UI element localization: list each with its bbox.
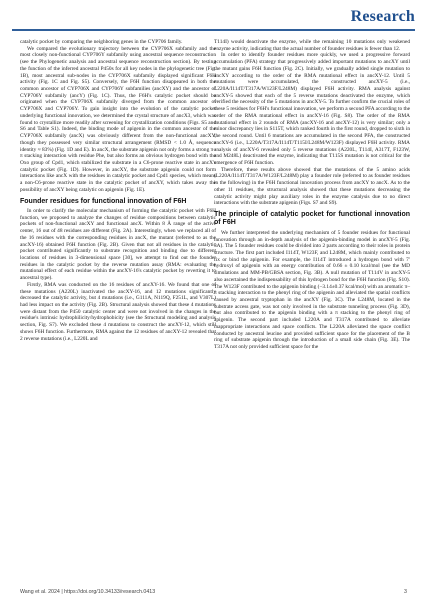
paragraph: catalytic pocket by comparing the neighboring genes in the CYP706 family. <box>20 39 183 45</box>
paragraph: We compared the evolutionary trajectory between the CYP706X subfamily and the most closely non-functional CYP706Y subfamily using ancestral sequence reconstruction (see the Phylogenetic analysis and ancestral sequence reconstruction section). By testing the function of the inferred ancestral P450s for all key nodes in the phylogenetic tree (Fig. 1B), most ancestral sub-nodes in the CYP706X subfamily displayed significant F6H activity (Fig. 1C and Fig. S5). Conversely, the F6H function disappeared in both the common ancestor of CYP706X and CYP706Y subfamilies (ancXY) and the ancestor of CYP706Y subfamily (ancY) (Fig. 1C). Thus, the F6H's catalytic pocket should be originated when the CYP706X subfamily diverged from the common ancestor of CYP706X and CYP706Y. To gain insight into the evolution of the catalytic pocket underlying functional innovation, we determined the crystal structure of ancX3, which was found to crystallize more readily after screening for crystallization conditions (Figs. S5 and S6 and Table S1). Indeed, the binding mode of apigenin in the common ancestor of the CYP706X subfamily (ancX) was obviously different from the non-functional ancXY, though they possessed very similar structural arrangement (RMSD < 1.0 Å, sequence identity ≈ 83%) (Fig. 1D and E). In ancX, the substrate apigenin not only forms a strong π–π stacking interaction with residue Phe, but also forms an obvious hydrogen bond with the Oxo group of Cpd1, which stabilized the substrate in a C6-prone reactive state in ancX's catalytic pocket (Fig. 1D). However, in ancXY, the substrate apigenin could not form interactions like ancX with the residues in catalytic pocket and Cpd1 species, which means a non-C6-prone reactive state in the catalytic pocket of ancXY, which takes away the possibility of ancXY being catalytic on apigenin (Fig. 1E). <box>20 45 216 193</box>
left-column <box>20 39 216 342</box>
paragraph: In order to clarify the molecular mechanism of forming the catalytic pocket with F6H function, we proposed to analyze the changes of residue compositions between catalytic pockets of non-functional ancXY and functional ancX. Within 8 Å range of the active center, 16 out of 48 residues are different (Fig. 2A). Interestingly, when we replaced all of the 16 residues with the corresponding residues in ancX, the mutant (referred to as the ancXY-16) obtained F6H function (Fig. 2B). Given that not all residues in the catalytic pocket contributed significantly to substrate recognition and binding due to different locations of residues in 3-dimensional space [30], we attempt to find out the founder residues in the catalytic pocket by the reverse mutation assay (RMA: evaluating the mutational effect of each residue within the ancXY-16's catalytic pocket by reverting it to ancestral type). <box>20 207 216 282</box>
paragraph: T114I) would deactivate the enzyme, while the remaining 10 mutations only weakened enzyme activity, indicating that the actual number of founder residues is fewer than 12. <box>214 39 410 52</box>
paragraph: We further interpreted the underlying mechanism of 5 founder residues for functional innovation through an in-depth analysis of the apigenin-binding model in ancXY-5 (Fig. 3A). The 5 founder residues could be divided into 2 parts according to their roles in protein structure. The first part included I114T, W123F, and L248M, which mainly contributed to fix or bind the apigenin. For example, the I114T introduced a hydrogen bond with 7′ hydroxyl of apigenin with an energy contribution of 0.66 ± 0.10 kcal/mol (see the MD simulations and MM-PB/GBSA section, Fig. 3B). A null mutation of T114V in ancXY-5 also ascertained the indispensability of this hydrogen bond for the F6H function (Fig. S10). The W123F contributed to the apigenin binding (−3.14±0.37 kcal/mol) with an aromatic π–π stacking interaction to the phenyl ring of the apigenin and alleviated the spatial conflicts caused by ancestral tryptophan in the ancXY (Fig. 3C). The L248M, located in the substrate access gate, was not only involved in the substrate tunneling process (Fig. 3D), but also contributed to the apigenin binding with a π stacking to the phenyl ring of apigenin. The second part included L220A and T317A contributed to alleviate inappropriate interactions and space conflicts. The L220A alleviated the space conflict conducted by ancestral leucine and provided sufficient space for the placement of the B ring of substrate apigenin through the introduction of a small side chain (Fig. 3E). The T317A not only provided sufficient space for the <box>214 229 410 350</box>
section-heading: The principle of catalytic pocket for functional innovation of F6H <box>214 210 410 227</box>
header-rule <box>12 29 415 31</box>
right-column <box>214 39 410 351</box>
journal-name: Research <box>350 8 415 25</box>
page-number: 3 <box>404 589 407 595</box>
paragraph: Therefore, these results above showed that the mutations of the 5 amino acids (L220A/I114T/T317A/W123F/L248M) play a founder role (referred to as founder residues in the following) in the F6H functional innovation process from ancXY to ancX. As to the other 11 residues, the structural analysis showed that these mutations decreasing the catalytic activity might play auxiliary roles in the enzyme catalysis due to no direct interactions with the substrate apigenin (Figs. S7 and S9). <box>214 166 410 207</box>
paragraph: Firstly, RMA was conducted on the 16 residues of ancXY-16. We found that one of these mutations (A220L) inactivated the ancXY-16, and 12 mutations significantly decreased the catalytic activity, but 4 mutations (i.e., G111A, N119Q, F251L, and V307L) had less impact on the activity (Fig. 2B). Structural analysis showed that these 4 mutations were distant from the P450 catalytic center and were not involved in the changes in the residue's intrinsic hydrophilicity/hydrophobicity (see the Structural modeling and analysis section, Fig. S7). We excluded these 4 mutations to construct the ancXY-12, which still shows F6H function. Furthermore, RMA against the 12 residues of ancXY-12 revealed that 2 reverse mutations (i.e., L220L and <box>20 281 216 342</box>
citation-doi-link[interactable]: Wang et al. 2024 | https://doi.org/10.34133/research.0413 <box>20 589 156 595</box>
section-heading: Founder residues for functional innovation of F6H <box>20 197 187 205</box>
paragraph: In order to identify founder residues more quickly, we used a progressive forward accumulation (PFA) strategy that progressively added important mutations to ancXY until the mutant gains F6H function (Fig. 2C). Initially, we gradually added single mutation to ancXY according to the order of the RMA mutational effect in ancXY-12. Until 5 mutations were accumulated, the constructed ancXY-5 (i.e., L220A/I114T/T317A/W123F/L248M) displayed F6H activity. RMA analysis against ancXY-5 showed that each of the 5 reverse mutations deactivated the enzyme, which verified the necessity of the 5 mutations in ancXY-5. To further confirm the crucial roles of these 5 residues for F6H's functional innovation, we perform a second PFA according to the order of the RMA mutational effect in ancXY-16 (Fig. S8). The order of the RMA mutational effect in 2 rounds of RMA (ancXY-16 and ancXY-12) is very similar; only a minor discrepancy lies in S115T, which ranked fourth in the first round, dropped to sixth in the second round. Until 6 mutations are accumulated in the second PFA, the constructed ancXY-6 (i.e., L220A/T317A/I114T/T115I/L248M/W123F) displayed F6H activity. RMA analysis of ancXY-6 revealed only 5 reverse mutations (A220L, T114I, A317T, F123W, and M248L) deactivated the enzyme, indicating that T115S mutation is not critical for the emergence of F6H function. <box>214 52 411 166</box>
page-header <box>0 0 427 36</box>
